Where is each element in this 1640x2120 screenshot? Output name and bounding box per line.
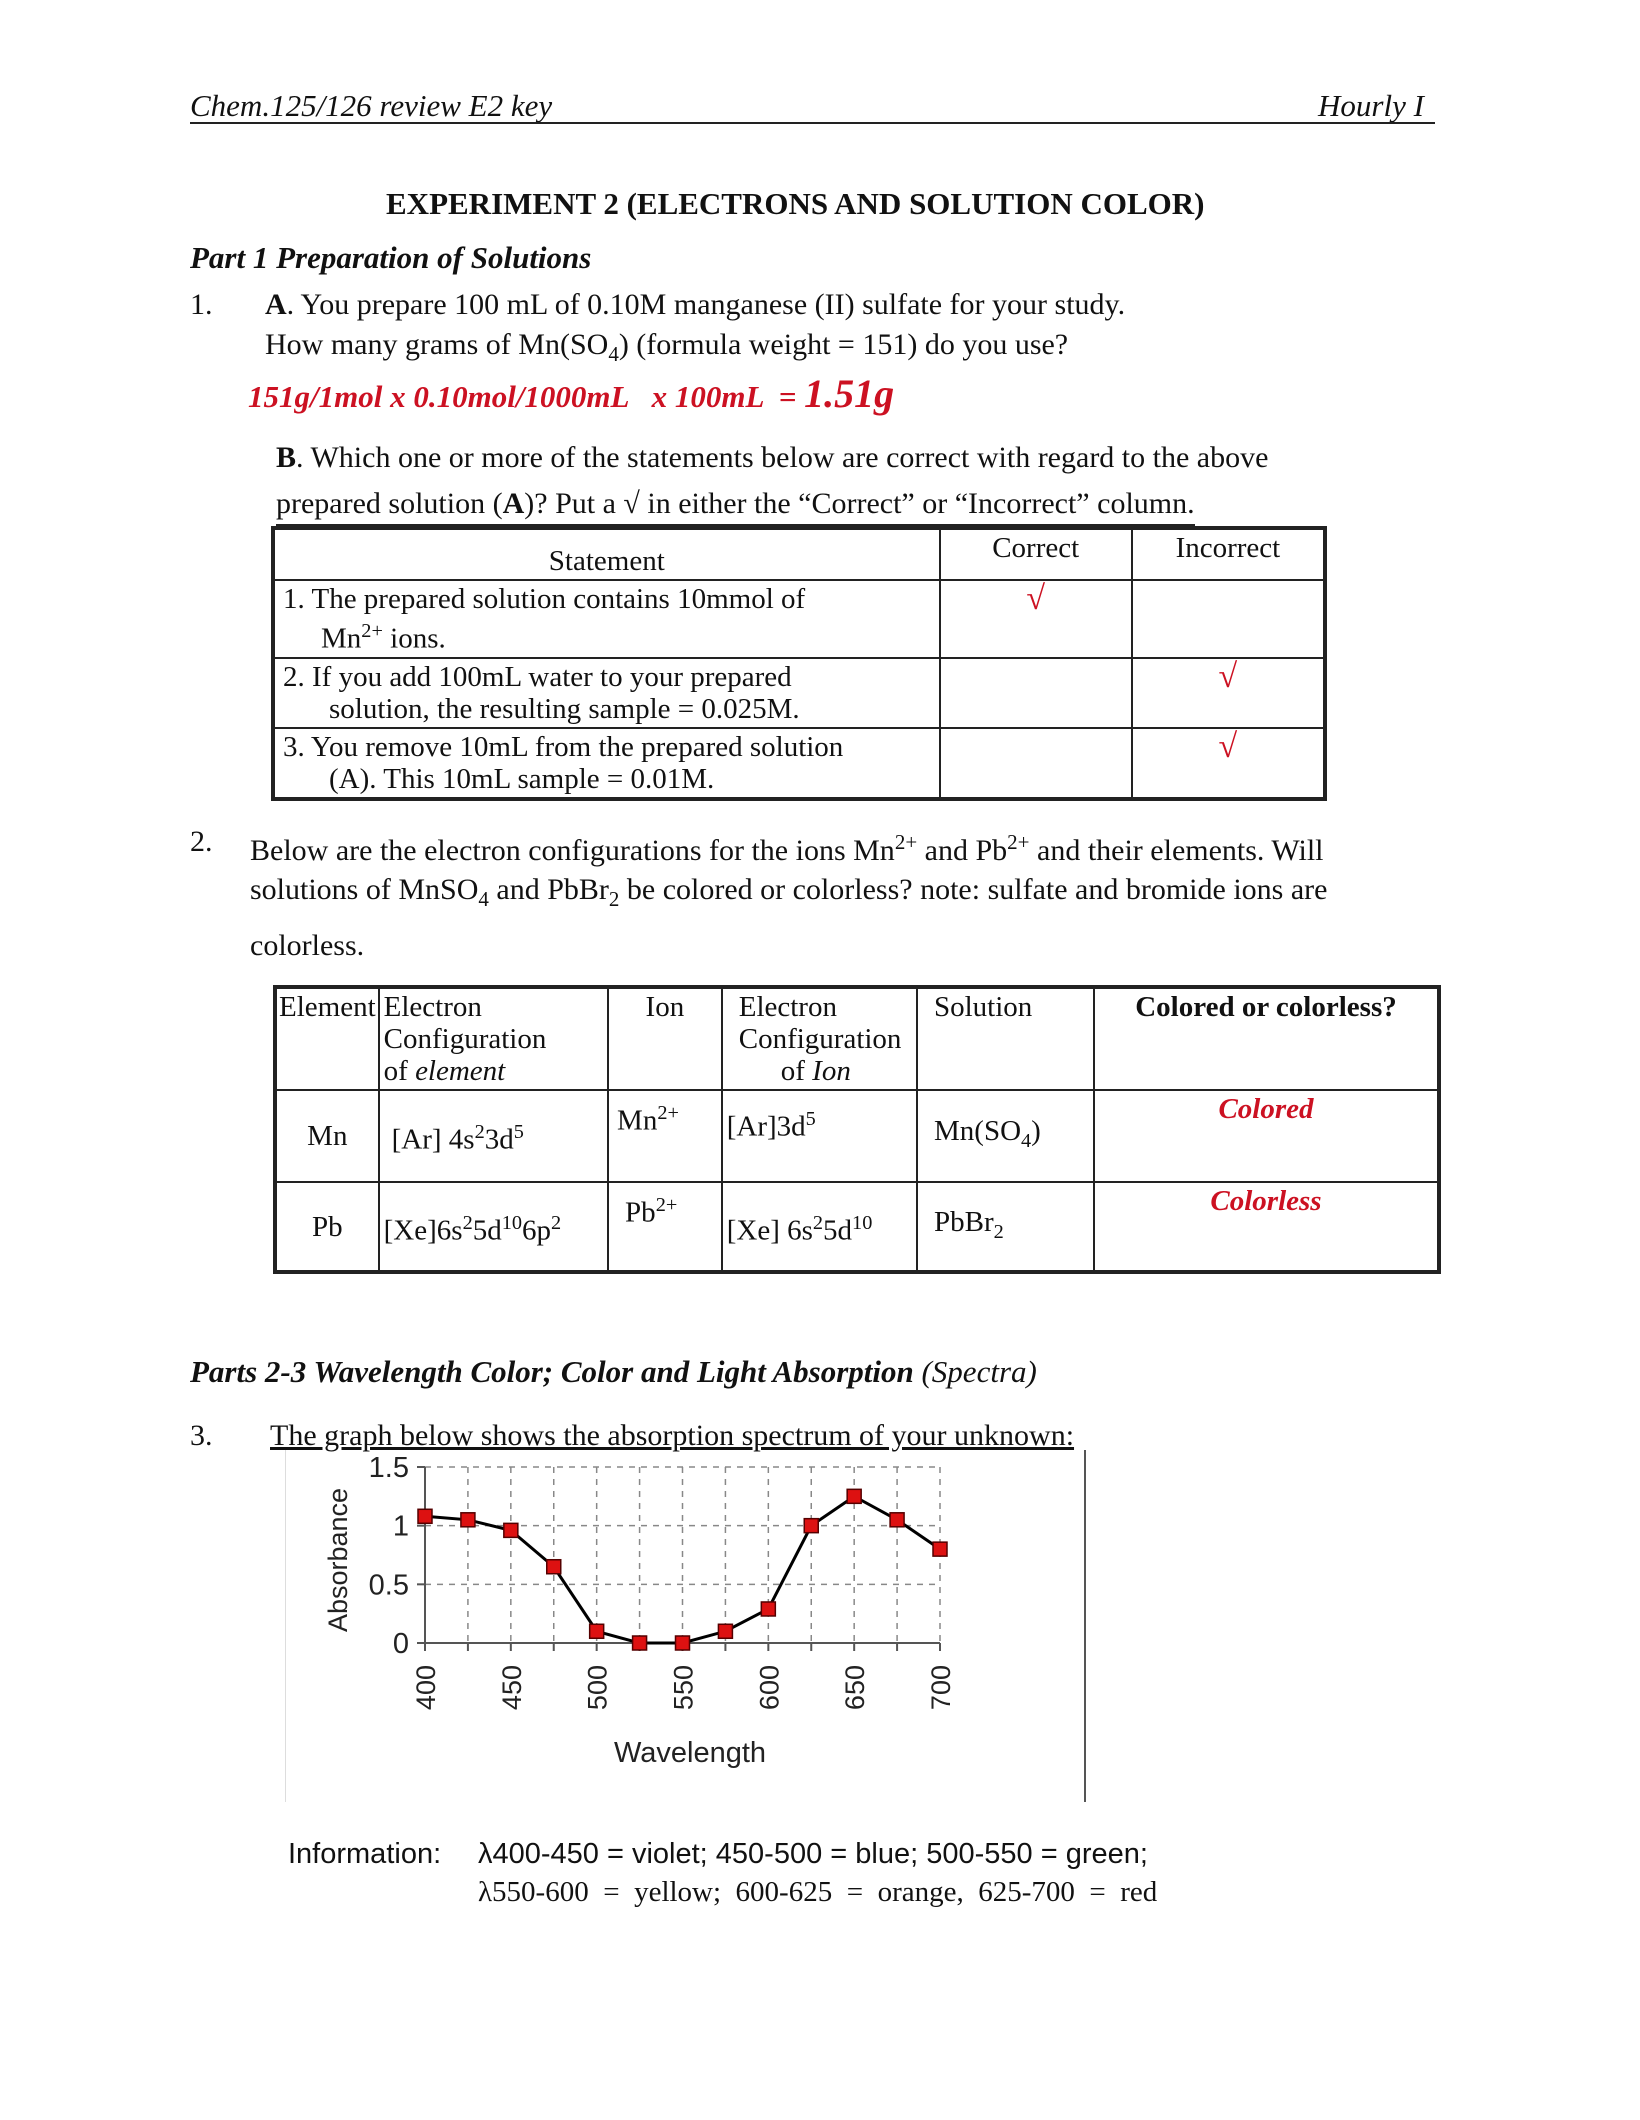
r1-ion-sup: 2+ (657, 1102, 679, 1124)
q1b-line1 (276, 438, 1268, 478)
r2-conf-c: 6p (521, 1214, 551, 1247)
data-point (633, 1636, 647, 1650)
r2-ion-sup: 2+ (655, 1194, 678, 1216)
q2-line1 (250, 822, 1324, 871)
col-correct: Correct (940, 528, 1132, 580)
absorption-chart (285, 1450, 1105, 1810)
table-row (275, 1182, 1439, 1272)
answer-calc: 151g/1mol x 0.10mol/1000mL x 100mL = (248, 379, 797, 414)
chart-y-label: Absorbance (323, 1487, 353, 1633)
q2-l2c: be colored or colorless? note: sulfate and bromide ions are (619, 873, 1328, 906)
col-statement: Statement (273, 528, 940, 580)
r2-conf-s1: 2 (462, 1211, 473, 1234)
r2-colored-answer: Colorless (1094, 1182, 1439, 1272)
header-rule (190, 122, 1435, 124)
q1b-line2-bold: A (502, 487, 525, 520)
q2-l2b: and PbBr (488, 873, 609, 906)
statement-2 (273, 658, 940, 728)
h-econf-3 (384, 1055, 603, 1087)
data-point (761, 1602, 775, 1616)
q1a-text: . You prepare 100 mL of 0.10M manganese (II) sulfate for your study. (286, 288, 1126, 321)
y-tick-label: 0 (392, 1628, 409, 1660)
table-header-row (275, 987, 1439, 1090)
r1-iconf-s: 5 (805, 1108, 816, 1130)
r1-sol-b: ) (1031, 1115, 1041, 1148)
parts23-heading-plain: (Spectra) (913, 1354, 1037, 1389)
q3-text: The graph below shows the absorption spectrum of your unknown: (270, 1419, 1075, 1452)
q1-number: 1. (190, 288, 213, 321)
y-tick-label: 0.5 (368, 1569, 409, 1602)
data-point (461, 1513, 475, 1527)
r2-ion-symbol: Pb (625, 1196, 656, 1229)
r1-conf-a: [Ar] 4s (391, 1123, 475, 1156)
r2-iconf-s2: 10 (852, 1211, 873, 1234)
q2-line2 (250, 870, 1327, 919)
r1-ion (608, 1090, 722, 1182)
q2-l1-sup1: 2+ (894, 830, 918, 854)
statement-1-sup: 2+ (361, 620, 383, 642)
r2-conf-s3: 2 (550, 1211, 562, 1234)
data-point (676, 1636, 690, 1650)
r1-conf-s2: 5 (513, 1121, 524, 1144)
h-solution: Solution (917, 987, 1094, 1090)
table-row (275, 1090, 1439, 1182)
parts23-heading-bold: Parts 2-3 Wavelength Color; Color and Light Absorption (190, 1354, 914, 1389)
q2-line3: colorless. (250, 929, 365, 962)
r1-sol-sub: 4 (1021, 1129, 1032, 1152)
data-point (847, 1489, 861, 1503)
x-tick-label: 400 (411, 1665, 441, 1711)
h-iconf-1: Electron (738, 991, 837, 1023)
x-tick-label: 500 (582, 1665, 613, 1711)
q1a-letter: A (265, 288, 287, 321)
header-right: Hourly I (1318, 88, 1424, 123)
table-row (273, 658, 1325, 728)
q2-number: 2. (190, 825, 213, 858)
h-iconf-3 (739, 1055, 912, 1087)
col-incorrect: Incorrect (1132, 528, 1325, 580)
q2-l2a: solutions of MnSO (250, 873, 479, 906)
h-econf-2: Configuration (383, 1023, 547, 1055)
h-econf-3-pre: of (383, 1055, 416, 1087)
q1b-line2 (276, 484, 1195, 526)
h-colored: Colored or colorless? (1094, 987, 1439, 1090)
y-tick-label: 1.5 (368, 1452, 409, 1484)
r2-element: Pb (275, 1182, 379, 1272)
h-econf-1: Electron (383, 991, 482, 1023)
r1-element: Mn (275, 1090, 379, 1182)
r1-colored-answer: Colored (1094, 1090, 1439, 1182)
x-tick-label: 650 (840, 1665, 871, 1711)
r2-iconf-b: 5d (823, 1214, 853, 1247)
info-line-2: λ550-600 = yellow; 600-625 = orange, 625-700 = red (478, 1876, 1158, 1908)
table-header-row (273, 528, 1325, 580)
r2-sol-sub: 2 (993, 1220, 1004, 1243)
data-point (590, 1624, 604, 1638)
table-row (273, 728, 1325, 799)
q2-l1-sup2: 2+ (1007, 830, 1030, 854)
chart-grid (425, 1467, 940, 1643)
x-tick-label: 550 (668, 1665, 699, 1711)
statement-1-mn: Mn (321, 622, 362, 655)
r2-solution (917, 1182, 1094, 1272)
statement-1-post: ions. (382, 622, 446, 655)
r1-iconf-a: [Ar]3d (726, 1110, 806, 1143)
r2-iconf-s1: 2 (812, 1211, 824, 1234)
statements-table (271, 526, 1327, 801)
data-point (504, 1523, 518, 1537)
q1b-text: . Which one or more of the statements below are correct with regard to the above (296, 441, 1269, 474)
r2-conf-a: [Xe]6s (383, 1214, 463, 1247)
q1b-letter: B (276, 441, 297, 474)
row2-incorrect-check: √ (1132, 658, 1325, 728)
r2-sol-a: PbBr (934, 1205, 994, 1238)
q2-l1b: and Pb (917, 834, 1008, 867)
y-tick-label: 1 (392, 1510, 409, 1543)
row3-incorrect-check: √ (1132, 728, 1325, 799)
h-iconf-2: Configuration (738, 1023, 902, 1055)
r1-conf-s1: 2 (474, 1121, 485, 1144)
r1-iconf (722, 1090, 917, 1182)
h-iconf-3-it: Ion (812, 1055, 851, 1087)
data-point (933, 1542, 947, 1556)
q1a-line2-post: ) (formula weight = 151) do you use? (618, 328, 1069, 361)
q1b-line2-post: )? Put a √ in either the “Correct” or “Incorrect” column. (524, 487, 1195, 520)
row2-correct-check (940, 658, 1132, 728)
x-tick-label: 450 (496, 1665, 527, 1711)
page-title: EXPERIMENT 2 (ELECTRONS AND SOLUTION COLOR) (386, 186, 1205, 221)
q1b-line2-pre: prepared solution ( (276, 487, 503, 520)
row1-correct-check: √ (940, 580, 1132, 658)
r1-sol-a: Mn(SO (934, 1115, 1022, 1148)
q3-number: 3. (190, 1419, 213, 1452)
chart-x-ticks (411, 1643, 956, 1710)
q1a-answer (248, 370, 894, 417)
q2-l1a: Below are the electron configurations for the ions Mn (250, 834, 895, 867)
r2-iconf (722, 1182, 917, 1272)
q1a-line2-pre: How many grams of Mn(SO (265, 328, 609, 361)
electron-config-table (273, 985, 1441, 1274)
statement-2-line1: 2. If you add 100mL water to your prepared (283, 660, 792, 693)
h-ion: Ion (608, 987, 722, 1090)
q2-l2-sub2: 2 (608, 887, 620, 911)
q2-l1c: and their elements. Will (1029, 834, 1324, 867)
row1-incorrect-check (1132, 580, 1325, 658)
statement-2-line2: solution, the resulting sample = 0.025M. (329, 692, 800, 725)
x-tick-label: 700 (926, 1665, 956, 1711)
r2-iconf-a: [Xe] 6s (726, 1214, 813, 1247)
chart-y-ticks (369, 1452, 425, 1660)
data-point (890, 1513, 904, 1527)
row3-correct-check (940, 728, 1132, 799)
statement-1-line1: 1. The prepared solution contains 10mmol of (283, 583, 806, 615)
q1a-line2 (265, 325, 1068, 374)
data-point (418, 1509, 432, 1523)
r1-ion-symbol: Mn (617, 1104, 658, 1137)
statement-1-line2 (283, 615, 931, 655)
r2-conf (379, 1182, 608, 1272)
statement-3-line1: 3. You remove 10mL from the prepared solution (283, 730, 844, 763)
r2-conf-s2: 10 (501, 1211, 522, 1234)
header-left: Chem.125/126 review E2 key (190, 88, 553, 123)
answer-result: 1.51g (804, 371, 895, 416)
x-tick-label: 600 (754, 1665, 785, 1711)
q1a-line1 (265, 285, 1125, 325)
info-line-1: λ400-450 = violet; 450-500 = blue; 500-550 = green; (478, 1838, 1148, 1870)
table-row (273, 580, 1325, 658)
statement-3 (273, 728, 940, 799)
r1-conf (379, 1090, 608, 1182)
r2-ion (608, 1182, 722, 1272)
data-point (718, 1624, 732, 1638)
part1-heading: Part 1 Preparation of Solutions (190, 240, 592, 275)
statement-1 (273, 580, 940, 658)
h-econf-3-it: element (415, 1055, 506, 1087)
h-electron-config-ion (722, 987, 917, 1090)
data-point (804, 1519, 818, 1533)
h-element: Element (275, 987, 379, 1090)
info-label: Information: (288, 1838, 442, 1870)
statement-3-line2: (A). This 10mL sample = 0.01M. (329, 762, 715, 795)
parts23-heading (190, 1354, 1037, 1390)
r2-conf-b: 5d (472, 1214, 502, 1247)
h-electron-config-element (379, 987, 608, 1090)
q1a-line2-sub: 4 (608, 342, 619, 366)
q2-l2-sub1: 4 (478, 887, 489, 911)
data-point (547, 1560, 561, 1574)
chart-x-label: Wavelength (613, 1737, 767, 1769)
h-iconf-3-pre: of (780, 1055, 813, 1087)
r1-conf-b: 3d (484, 1123, 514, 1156)
r1-solution (917, 1090, 1094, 1182)
